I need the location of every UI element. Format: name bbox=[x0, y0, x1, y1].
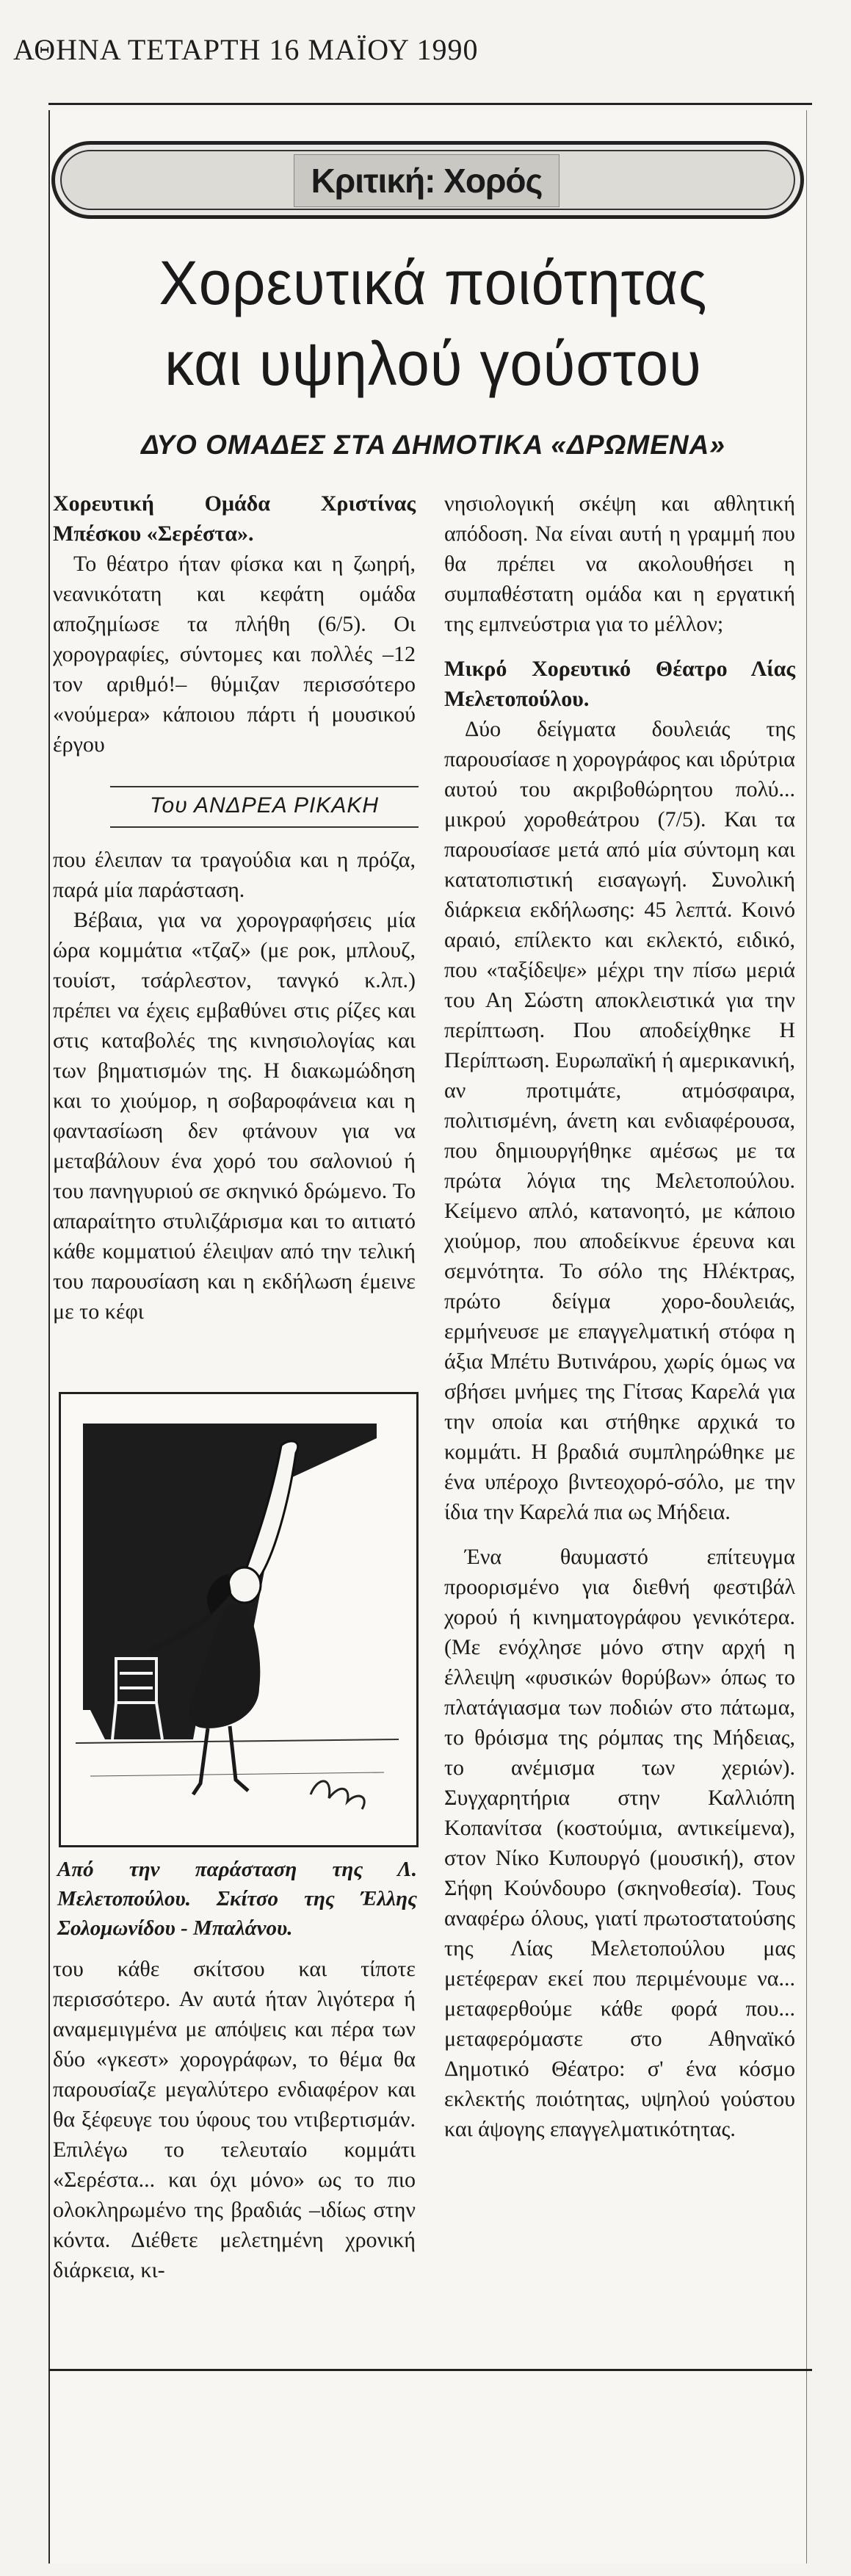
left-paragraph-3: Βέβαια, για να χορογραφήσεις μία ώρα κομμάτια «τζαζ» (με ροκ, μπλουζ, τουίστ, τσάρλεστον, τανγκό κ.λπ.) πρέπει να έχεις εμβαθύνει στις ρίζες και στις καταβολές της κινησιολογίας και των βηματισμών της. Η διακωμώδηση και το χιούμορ, η σοβαροφάνεια και η φαντασίωση δεν φτάνουν για να μεταβάλουν ένα χορό του σαλονιού ή του πανηγυριού σε σκηνικό δρώμενο. Το απαραίτητο στυλιζάρισμα και το αιτιατό κάθε κομματιού έλειψαν από την τελική του παρουσίαση και η εκδήλωση έμεινε με το κέφι bbox=[53, 908, 416, 1324]
top-rule bbox=[48, 103, 812, 105]
right-paragraph-1: νησιολογική σκέψη και αθλητική απόδοση. Να είναι αυτή η γραμμή που θα πρέπει να ακολουθήσει η συμπαθέστατη ομάδα και η εργατική της εμπνεύστρια για το μέλλον; bbox=[444, 491, 795, 636]
dancer-sketch-drawing bbox=[61, 1394, 416, 1845]
headline-line-1: Χορευτικά ποιότητας bbox=[159, 248, 708, 317]
dancer-sketch bbox=[59, 1392, 419, 1847]
bottom-rule bbox=[48, 2369, 812, 2371]
left-paragraph-1: Το θέατρο ήταν φίσκα και η ζωηρή, νεανικότατη και κεφάτη ομάδα αποζημίωσε τα πλήθη (6/5). Οι χορογραφίες, σύντομες και πολλές –12 τον αριθμό!– θύμιζαν περισσότερο «νούμερα» κάποιου πάρτι ή μουσικού έργου bbox=[53, 552, 416, 757]
byline: Του ΑΝΔΡΕΑ ΡΙΚΑΚΗ bbox=[149, 793, 380, 818]
headline-line-2: και υψηλού γούστου bbox=[164, 329, 702, 398]
left-column-middle bbox=[53, 845, 416, 1327]
right-paragraph-2: Δύο δείγματα δουλειάς της παρουσίασε η χορογράφος και ιδρύτρια αυτού του ακριβοθώρητου πολύ... μικρού χοροθεάτρου (7/5). Και τα παρουσίασε μετά από μία σύντομη και κατατοπιστική εισαγωγή. Συνολική διάρκεια εκδήλωσης: 45 λεπτά. Κοινό αραιό, επίλεκτο και εκλεκτό, ειδικό, που «ταξίδεψε» μέχρι την πίσω μεριά του Αη Σώστη αποκλειστικά για την περίπτωση. Που αποδείχθηκε Η Περίπτωση. Ευρωπαϊκή ή αμερικανική, αν προτιμάτε, ατμόσφαιρα, πολιτισμένη, άνετη και ενδιαφέρουσα, που δημιουργήθηκε αμέσως με τα πρώτα λόγια της Μελετοπούλου. Κείμενο απλό, κατανοητό, με κάποιο χιούμορ, που αποδείκνυε έρευνα και σεμνότητα. Το σόλο της Ηλέκτρας, πρώτο δείγμα χορο-δουλειάς, ερμήνευσε με επαγγελματική στόφα η άξια Μπέτυ Βυτινάρου, χωρίς όμως να σβήσει μνήμες της Γίτσας Καρελά για την οποία και στήθηκε αρχικά το κομμάτι. Η βραδιά συμπληρώθηκε με ένα υπέροχο βιντεοχορό-σόλο, με την ίδια την Καρελά πια ως Μήδεια. bbox=[444, 717, 795, 1524]
left-column-top bbox=[53, 488, 416, 760]
article-subheadline: ΔΥΟ ΟΜΑΔΕΣ ΣΤΑ ΔΗΜΟΤΙΚΑ «ΔΡΩΜΕΝΑ» bbox=[141, 430, 725, 460]
byline-rule-bottom bbox=[110, 826, 419, 828]
left-column-bottom bbox=[53, 1954, 416, 2285]
right-paragraph-3: Ένα θαυμαστό επίτευγμα προορισμένο για διεθνή φεστιβάλ χορού ή κινηματογράφου γενικότερα. (Με ενόχλησε μόνο στην αρχή η έλλειψη «φυσικών θορύβων» όπως το πλατάγιασμα των ποδιών στο πάτωμα, το θρόισμα της ρόμπας της Μήδειας, το ανέμισμα των χεριών). Συγχαρητήρια στην Καλλιόπη Κοπανίτσα (κοστούμια, αντικείμενα), στον Νίκο Κυπουργό (μουσική), στον Σήφη Κούνδουρο (σκηνοθεσία). Τους αναφέρω όλους, γιατί πρωτοστατούσης της Λίας Μελετοπούλου μας μετέφεραν εκεί που περιμένουμε να... μεταφερθούμε κάθε φορά που... μεταφερόμαστε στο Αθηναϊκό Δημοτικό Θέατρο: σ' ένα κόσμο εκλεκτής ποιότητας, υψηλού γούστου και άψογης επαγγελματικότητας. bbox=[444, 1545, 795, 2141]
right-subtitle: Μικρό Χορευτικό Θέατρο Λίας Μελετοπούλου. bbox=[444, 657, 795, 711]
article-headline bbox=[84, 242, 782, 404]
left-paragraph-2: που έλειπαν τα τραγούδια και η πρόζα, παρά μία παράσταση. bbox=[53, 848, 416, 902]
right-column bbox=[444, 488, 795, 2144]
left-subtitle: Χορευτική Ομάδα Χριστίνας Μπέσκου «Σερέστα». bbox=[53, 491, 416, 546]
dateline: ΑΘΗΝΑ ΤΕΤΑΡΤΗ 16 ΜΑΪΟΥ 1990 bbox=[13, 33, 479, 66]
artist-signature bbox=[311, 1781, 364, 1809]
sketch-caption: Από την παράσταση της Λ. Μελετοπούλου. Σκίτσο της Έλλης Σολομωνίδου - Μπαλάνου. bbox=[57, 1858, 417, 1940]
byline-rule-top bbox=[110, 786, 419, 787]
section-label: Κριτική: Χορός bbox=[294, 154, 560, 207]
left-paragraph-4: του κάθε σκίτσου και τίποτε περισσότερο. Αν αυτά ήταν λιγότερα ή αναμεμιγμένα με απόψεις και πέρα των δύο «γκεστ» χορογράφων, το θέμα θα παρουσίαζε μεγαλύτερο ενδιαφέρον και θα ξέφευγε του ύφους του ντιβερτισμάν. Επιλέγω το τελευταίο κομμάτι «Σερέστα... και όχι μόνο» ως το πιο ολοκληρωμένο της βραδιάς –ιδίως στην κόντα. Διέθετε μελετημένη χρονική διάρκεια, κι- bbox=[53, 1957, 416, 2282]
